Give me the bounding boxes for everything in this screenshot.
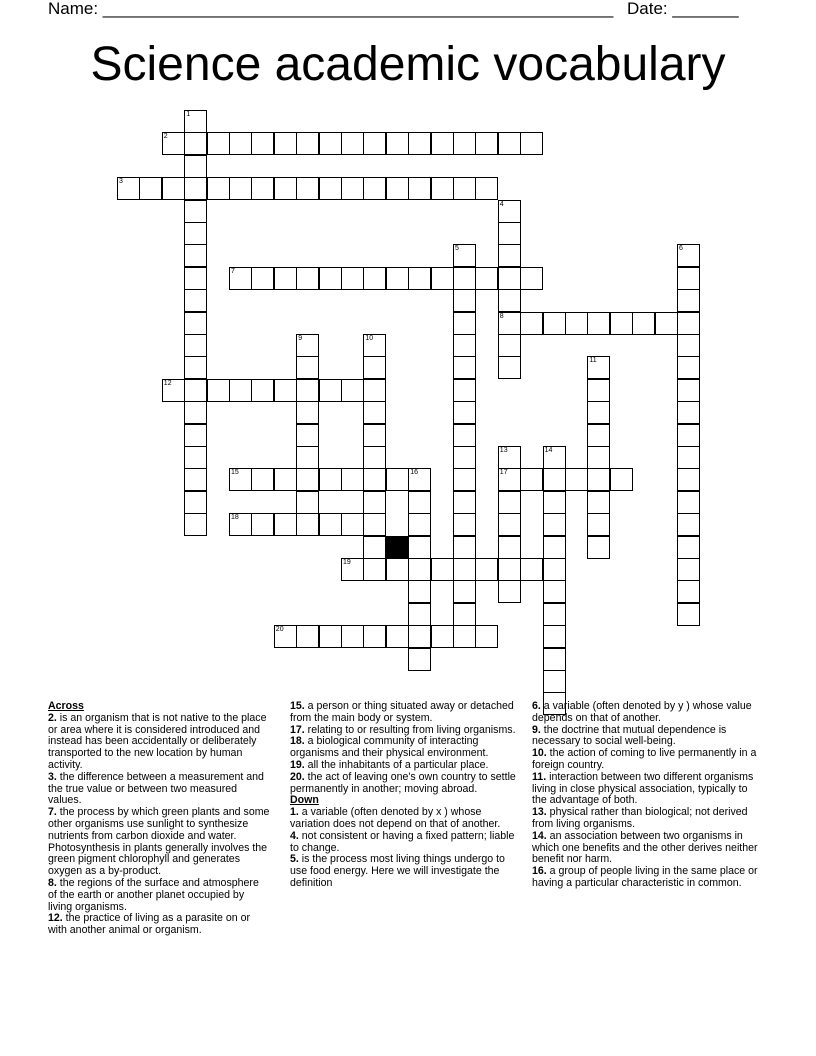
grid-cell[interactable]: [677, 536, 700, 559]
cell-number: 5: [455, 245, 459, 253]
grid-cell[interactable]: [229, 468, 252, 491]
grid-cell[interactable]: [251, 379, 274, 402]
clue-number: 20.: [290, 770, 305, 783]
grid-cell[interactable]: [408, 536, 431, 559]
grid-cell[interactable]: [386, 625, 409, 648]
grid-cell[interactable]: [587, 312, 610, 335]
grid-cell[interactable]: [184, 155, 207, 178]
grid-cell[interactable]: [162, 379, 185, 402]
grid-cell[interactable]: [363, 625, 386, 648]
clue-down-16: [532, 866, 764, 890]
grid-cell[interactable]: [408, 603, 431, 626]
grid-cell[interactable]: [274, 379, 297, 402]
grid-cell[interactable]: [677, 244, 700, 267]
grid-cell[interactable]: [453, 580, 476, 603]
cell-number: 6: [679, 245, 683, 253]
grid-cell[interactable]: [341, 379, 364, 402]
clue-text: the act of leaving one's own country to settle permanently in another; moving abroad.: [290, 770, 516, 795]
clue-down-1: [290, 807, 516, 831]
grid-cell[interactable]: [139, 177, 162, 200]
grid-cell[interactable]: [296, 177, 319, 200]
clue-number: 9.: [532, 723, 541, 736]
grid-cell[interactable]: [453, 356, 476, 379]
grid-cell[interactable]: [341, 132, 364, 155]
grid-cell[interactable]: [251, 513, 274, 536]
grid-cell[interactable]: [386, 558, 409, 581]
clue-column-3: [532, 701, 764, 890]
grid-cell[interactable]: [475, 625, 498, 648]
grid-cell[interactable]: [587, 536, 610, 559]
grid-cell[interactable]: [184, 244, 207, 267]
across-heading: Across: [48, 700, 84, 712]
grid-cell[interactable]: [408, 132, 431, 155]
grid-cell[interactable]: [319, 468, 342, 491]
clue-text: physical rather than biological; not derived from living organisms.: [532, 806, 748, 830]
clue-number: 17.: [290, 723, 305, 736]
grid-cell[interactable]: [498, 356, 521, 379]
grid-cell[interactable]: [610, 312, 633, 335]
grid-cell[interactable]: [453, 289, 476, 312]
grid-cell[interactable]: [587, 424, 610, 447]
cell-number: 3: [119, 178, 123, 186]
grid-cell[interactable]: [184, 401, 207, 424]
grid-cell[interactable]: [677, 558, 700, 581]
clue-text: a biological community of interacting organisms and their physical environment.: [290, 735, 489, 760]
clue-text: a group of people living in the same place or having a particular characteristic in common.: [532, 865, 758, 889]
grid-cell[interactable]: [274, 625, 297, 648]
grid-cell[interactable]: [520, 468, 543, 491]
grid-cell[interactable]: [274, 513, 297, 536]
grid-cell[interactable]: [587, 513, 610, 536]
grid-cell[interactable]: [543, 312, 566, 335]
clue-number: 12.: [48, 912, 63, 925]
black-cell: [386, 536, 409, 559]
clue-down-10: [532, 748, 764, 772]
grid-cell[interactable]: [251, 132, 274, 155]
grid-cell[interactable]: [251, 468, 274, 491]
grid-cell[interactable]: [498, 289, 521, 312]
clue-text: a variable (often denoted by y ) whose value depends on that of another.: [532, 700, 752, 724]
clue-number: 16.: [532, 865, 547, 878]
grid-cell[interactable]: [543, 491, 566, 514]
clue-number: 8.: [48, 876, 57, 889]
clue-down-6: [532, 701, 764, 725]
clue-across-7: [48, 807, 270, 878]
grid-cell[interactable]: [274, 132, 297, 155]
grid-cell[interactable]: [386, 267, 409, 290]
clue-number: 18.: [290, 735, 305, 748]
grid-cell[interactable]: [363, 446, 386, 469]
cell-number: 10: [365, 335, 374, 342]
grid-cell[interactable]: [498, 267, 521, 290]
grid-cell[interactable]: [363, 356, 386, 379]
grid-cell[interactable]: [341, 558, 364, 581]
grid-cell[interactable]: [610, 468, 633, 491]
grid-cell[interactable]: [363, 468, 386, 491]
grid-cell[interactable]: [184, 312, 207, 335]
clue-text: relating to or resulting from living organisms.: [304, 723, 516, 736]
grid-cell[interactable]: [453, 558, 476, 581]
grid-cell[interactable]: [453, 625, 476, 648]
clue-text: a person or thing situated away or detached from the main body or system.: [290, 700, 514, 724]
grid-cell[interactable]: [498, 468, 521, 491]
grid-cell[interactable]: [162, 132, 185, 155]
grid-cell[interactable]: [207, 132, 230, 155]
clue-across-20: [290, 772, 516, 796]
grid-cell[interactable]: [408, 625, 431, 648]
grid-cell[interactable]: [677, 379, 700, 402]
grid-cell[interactable]: [543, 513, 566, 536]
grid-cell[interactable]: [453, 132, 476, 155]
clue-text: interaction between two different organisms living in close physical association, typically to the advantage of both.: [532, 770, 754, 807]
clue-across-12: [48, 913, 270, 937]
grid-cell[interactable]: [587, 356, 610, 379]
grid-cell[interactable]: [498, 132, 521, 155]
grid-cell[interactable]: [655, 312, 678, 335]
clue-down-5: [290, 854, 516, 889]
grid-cell[interactable]: [251, 177, 274, 200]
clue-column-1: [48, 701, 270, 937]
grid-cell[interactable]: [475, 267, 498, 290]
grid-cell[interactable]: [677, 468, 700, 491]
clue-across-2: [48, 713, 270, 772]
grid-cell[interactable]: [431, 132, 454, 155]
clue-number: 6.: [532, 700, 541, 712]
grid-cell[interactable]: [453, 267, 476, 290]
grid-cell[interactable]: [543, 625, 566, 648]
grid-cell[interactable]: [543, 603, 566, 626]
grid-cell[interactable]: [184, 132, 207, 155]
grid-cell[interactable]: [453, 446, 476, 469]
grid-cell[interactable]: [319, 379, 342, 402]
clue-down-14: [532, 831, 764, 866]
grid-cell[interactable]: [408, 267, 431, 290]
grid-cell[interactable]: [587, 446, 610, 469]
grid-cell[interactable]: [162, 177, 185, 200]
grid-cell[interactable]: [587, 379, 610, 402]
grid-cell[interactable]: [431, 177, 454, 200]
clue-number: 11.: [532, 770, 547, 783]
clue-number: 2.: [48, 711, 57, 724]
grid-cell[interactable]: [408, 648, 431, 671]
grid-cell[interactable]: [677, 491, 700, 514]
grid-cell[interactable]: [319, 177, 342, 200]
clue-number: 1.: [290, 806, 299, 819]
grid-cell[interactable]: [296, 513, 319, 536]
grid-cell[interactable]: [274, 177, 297, 200]
grid-cell[interactable]: [229, 513, 252, 536]
grid-cell[interactable]: [498, 536, 521, 559]
grid-cell[interactable]: [453, 513, 476, 536]
grid-cell[interactable]: [498, 513, 521, 536]
grid-cell[interactable]: [677, 289, 700, 312]
clue-down-9: [532, 725, 764, 749]
clue-text: is an organism that is not native to the place or area where it is considered introduced and instead has been accidentally or deliberately transported to the new location by human activity.: [48, 711, 267, 771]
grid-cell[interactable]: [117, 177, 140, 200]
clue-across-15: [290, 701, 516, 725]
grid-cell[interactable]: [184, 491, 207, 514]
grid-cell[interactable]: [341, 267, 364, 290]
clue-number: 3.: [48, 770, 57, 783]
grid-cell[interactable]: [184, 446, 207, 469]
cell-number: 11: [589, 357, 597, 365]
grid-cell[interactable]: [543, 558, 566, 581]
grid-cell[interactable]: [184, 200, 207, 223]
grid-cell[interactable]: [363, 379, 386, 402]
grid-cell[interactable]: [408, 177, 431, 200]
grid-cell[interactable]: [363, 558, 386, 581]
clue-number: 15.: [290, 700, 305, 712]
grid-cell[interactable]: [520, 132, 543, 155]
grid-cell[interactable]: [363, 132, 386, 155]
grid-cell[interactable]: [319, 267, 342, 290]
grid-cell[interactable]: [296, 491, 319, 514]
grid-cell[interactable]: [184, 424, 207, 447]
clue-down-13: [532, 807, 764, 831]
grid-cell[interactable]: [229, 267, 252, 290]
grid-cell[interactable]: [408, 491, 431, 514]
grid-cell[interactable]: [296, 401, 319, 424]
grid-cell[interactable]: [296, 356, 319, 379]
grid-cell[interactable]: [498, 244, 521, 267]
grid-cell[interactable]: [408, 468, 431, 491]
cell-number: 7: [231, 267, 235, 275]
grid-cell[interactable]: [363, 424, 386, 447]
grid-cell[interactable]: [498, 312, 521, 335]
clue-number: 4.: [290, 829, 299, 842]
cell-number: 9: [298, 335, 303, 342]
clue-text: is the process most living things undergo to use food energy. Here we will investigate the definition: [290, 853, 505, 889]
grid-cell[interactable]: [543, 670, 566, 693]
grid-cell[interactable]: [587, 491, 610, 514]
grid-cell[interactable]: [498, 491, 521, 514]
clue-text: an association between two organisms in which one benefits and the other derives neither benefit nor harm.: [532, 829, 758, 866]
clue-number: 7.: [48, 806, 57, 819]
grid-cell[interactable]: [341, 513, 364, 536]
grid-cell[interactable]: [498, 580, 521, 603]
grid-cell[interactable]: [677, 580, 700, 603]
grid-cell[interactable]: [229, 177, 252, 200]
grid-cell[interactable]: [677, 603, 700, 626]
grid-cell[interactable]: [520, 312, 543, 335]
grid-cell[interactable]: [363, 177, 386, 200]
clue-across-3: [48, 772, 270, 807]
grid-cell[interactable]: [363, 267, 386, 290]
grid-cell[interactable]: [274, 468, 297, 491]
grid-cell[interactable]: [565, 468, 588, 491]
grid-cell[interactable]: [363, 401, 386, 424]
grid-cell[interactable]: [543, 648, 566, 671]
grid-cell[interactable]: [475, 132, 498, 155]
grid-cell[interactable]: [229, 379, 252, 402]
grid-cell[interactable]: [341, 468, 364, 491]
cell-number: 8: [499, 312, 504, 320]
grid-cell[interactable]: [498, 200, 521, 223]
clue-text: the practice of living as a parasite on or with another animal or organism.: [48, 912, 250, 937]
grid-cell[interactable]: [431, 558, 454, 581]
grid-cell[interactable]: [341, 625, 364, 648]
cell-number: 4: [499, 200, 504, 208]
grid-cell[interactable]: [453, 603, 476, 626]
grid-cell[interactable]: [453, 491, 476, 514]
clue-down-11: [532, 772, 764, 807]
grid-cell[interactable]: [319, 513, 342, 536]
grid-cell[interactable]: [296, 132, 319, 155]
grid-cell[interactable]: [319, 132, 342, 155]
grid-cell[interactable]: [520, 558, 543, 581]
down-heading: Down: [290, 794, 319, 807]
cell-number: 12: [163, 379, 172, 387]
cell-number: 19: [343, 559, 351, 566]
grid-cell[interactable]: [431, 267, 454, 290]
grid-cell[interactable]: [296, 334, 319, 357]
grid-cell[interactable]: [363, 334, 386, 357]
grid-cell[interactable]: [498, 222, 521, 245]
grid-cell[interactable]: [296, 379, 319, 402]
grid-cell[interactable]: [453, 177, 476, 200]
clue-text: a variable (often denoted by x ) whose variation does not depend on that of another.: [290, 806, 501, 830]
grid-cell[interactable]: [341, 177, 364, 200]
cell-number: 20: [275, 626, 284, 634]
grid-cell[interactable]: [565, 312, 588, 335]
page-title: Science academic vocabulary: [90, 38, 726, 91]
clue-number: 5.: [290, 853, 299, 866]
grid-cell[interactable]: [677, 513, 700, 536]
clue-across-18: [290, 736, 516, 760]
grid-cell[interactable]: [184, 289, 207, 312]
grid-cell[interactable]: [453, 401, 476, 424]
grid-cell[interactable]: [543, 468, 566, 491]
grid-cell[interactable]: [475, 558, 498, 581]
grid-cell[interactable]: [677, 356, 700, 379]
grid-cell[interactable]: [229, 132, 252, 155]
clue-number: 14.: [532, 829, 547, 842]
grid-cell[interactable]: [296, 625, 319, 648]
grid-cell[interactable]: [453, 468, 476, 491]
grid-cell[interactable]: [184, 356, 207, 379]
grid-cell[interactable]: [498, 334, 521, 357]
grid-cell[interactable]: [408, 580, 431, 603]
grid-cell[interactable]: [453, 379, 476, 402]
grid-cell[interactable]: [184, 468, 207, 491]
grid-cell[interactable]: [184, 379, 207, 402]
grid-cell[interactable]: [498, 558, 521, 581]
grid-cell[interactable]: [296, 267, 319, 290]
cell-number: 1: [186, 111, 191, 118]
grid-cell[interactable]: [207, 177, 230, 200]
grid-cell[interactable]: [498, 446, 521, 469]
grid-cell[interactable]: [386, 177, 409, 200]
grid-cell[interactable]: [543, 446, 566, 469]
grid-cell[interactable]: [386, 468, 409, 491]
grid-cell[interactable]: [274, 267, 297, 290]
clue-text: the difference between a measurement and the true value or between two measured values.: [48, 770, 264, 807]
grid-cell[interactable]: [453, 244, 476, 267]
grid-cell[interactable]: [408, 513, 431, 536]
cell-number: 13: [499, 447, 508, 454]
grid-cell[interactable]: [251, 267, 274, 290]
grid-cell[interactable]: [408, 558, 431, 581]
clue-number: 19.: [290, 758, 305, 771]
grid-cell[interactable]: [184, 177, 207, 200]
grid-cell[interactable]: [677, 446, 700, 469]
grid-cell[interactable]: [184, 513, 207, 536]
grid-cell[interactable]: [184, 267, 207, 290]
grid-cell[interactable]: [296, 446, 319, 469]
grid-cell[interactable]: [677, 334, 700, 357]
clue-text: the action of coming to live permanently in a foreign country.: [532, 747, 757, 771]
grid-cell[interactable]: [319, 625, 342, 648]
clue-text: not consistent or having a fixed pattern; liable to change.: [290, 829, 515, 854]
clue-text: all the inhabitants of a particular place.: [304, 758, 489, 771]
grid-cell[interactable]: [184, 110, 207, 133]
grid-cell[interactable]: [677, 312, 700, 335]
grid-cell[interactable]: [520, 267, 543, 290]
clue-column-2: [290, 701, 516, 890]
grid-cell[interactable]: [296, 424, 319, 447]
cell-number: 18: [231, 514, 239, 522]
grid-cell[interactable]: [677, 267, 700, 290]
cell-number: 14: [544, 447, 553, 454]
grid-cell[interactable]: [453, 424, 476, 447]
clue-down-4: [290, 831, 516, 855]
clue-text: the process by which green plants and some other organisms use sunlight to synthesize nutrients from carbon dioxide and water. Photosynthesis in plants generally involves the green pigment chlorophyll and generates oxygen as a by-product.: [48, 806, 270, 878]
grid-cell[interactable]: [475, 177, 498, 200]
cell-number: 17: [499, 469, 508, 477]
grid-cell[interactable]: [453, 312, 476, 335]
grid-cell[interactable]: [543, 536, 566, 559]
grid-cell[interactable]: [207, 379, 230, 402]
grid-cell[interactable]: [677, 424, 700, 447]
grid-cell[interactable]: [677, 401, 700, 424]
clue-text: the regions of the surface and atmosphere of the earth or another planet occupied by living organisms.: [48, 876, 259, 913]
grid-cell[interactable]: [363, 513, 386, 536]
grid-cell[interactable]: [431, 625, 454, 648]
cell-number: 16: [410, 469, 418, 477]
grid-cell[interactable]: [363, 536, 386, 559]
clue-across-8: [48, 878, 270, 913]
grid-cell[interactable]: [632, 312, 655, 335]
clue-number: 10.: [532, 747, 547, 760]
grid-cell[interactable]: [587, 401, 610, 424]
grid-cell[interactable]: [363, 491, 386, 514]
cell-number: 15: [231, 469, 239, 477]
grid-cell[interactable]: [184, 334, 207, 357]
grid-cell[interactable]: [587, 468, 610, 491]
name-field[interactable]: Name: ______________________________________________________: [48, 0, 614, 18]
grid-cell[interactable]: [453, 334, 476, 357]
clue-text: the doctrine that mutual dependence is necessary to social well-being.: [532, 723, 727, 748]
clue-number: 13.: [532, 806, 547, 819]
grid-cell[interactable]: [453, 536, 476, 559]
grid-cell[interactable]: [386, 132, 409, 155]
grid-cell[interactable]: [296, 468, 319, 491]
grid-cell[interactable]: [543, 580, 566, 603]
grid-cell[interactable]: [184, 222, 207, 245]
cell-number: 2: [163, 133, 168, 141]
date-field[interactable]: Date: _______: [627, 0, 739, 18]
